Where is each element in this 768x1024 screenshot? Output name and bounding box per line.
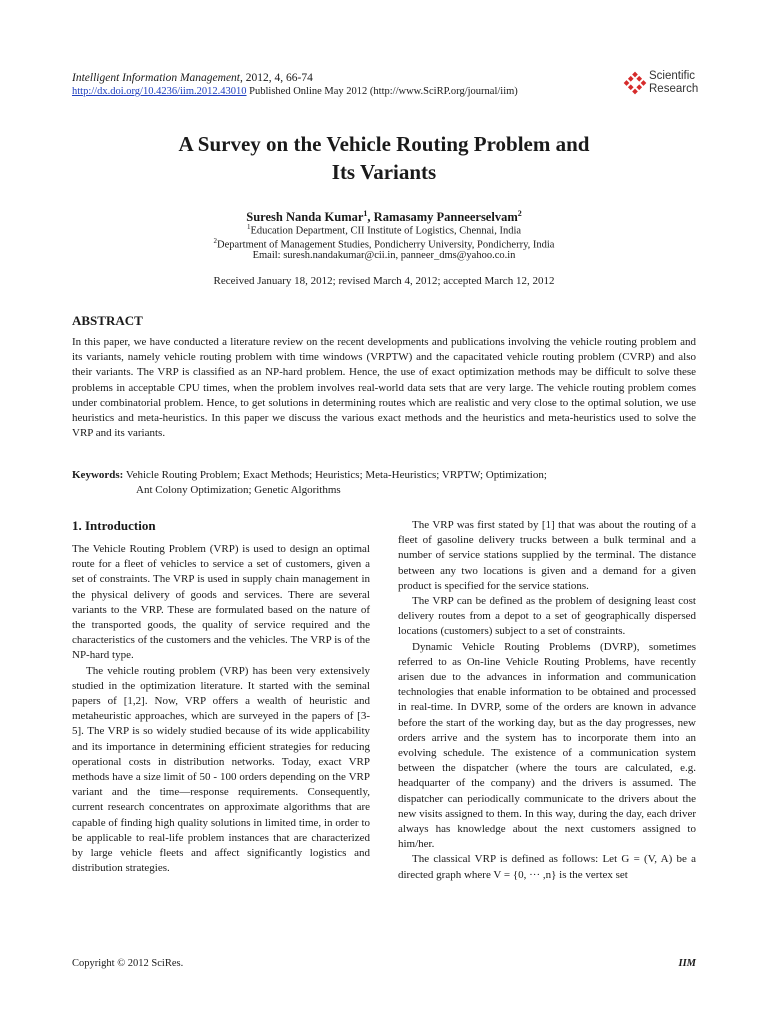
logo-line-2: Research — [649, 82, 699, 95]
author-1: Suresh Nanda Kumar — [246, 210, 364, 225]
logo-line-1: Scientific — [649, 70, 696, 82]
published-info: Published Online May 2012 (http://www.SciRP.org/journal/iim) — [246, 86, 518, 97]
keywords-label: Keywords: — [72, 469, 124, 481]
journal-name: Intelligent Information Management — [72, 72, 240, 84]
abstract-text: In this paper, we have conducted a literature review on the recent developments and publications involving the vehicle routing problem and its variants, namely vehicle routing problem with time windows (VRPTW) and the capacitated vehicle routing problem (CVRP) and also their variants. The VRP is classified as an NP-hard problem. Hence, the use of exact optimization methods may be difficult to solve these problems in acceptable CPU times, when the problem involves real-world data sets that are very large. The vehicle routing problem comes under combinatorial problem. Hence, to get solutions in determining routes which are realistic and very close to the optimal solution, we use heuristics and meta-heuristics. In this paper we discuss the various exact methods and the heuristics and meta-heuristics used to solve the VRP and its variants. — [72, 336, 696, 440]
paragraph: The VRP was first stated by [1] that was about the routing of a fleet of gasoline delivery trucks between a bulk terminal and a number of service stations supplied by the terminal. The distance between any two locations is given and a demand for a given product is specified for the service stations. — [398, 519, 696, 592]
keywords — [72, 468, 696, 498]
paragraph: The classical VRP is defined as follows: Let G = (V, A) be a directed graph where V = {0, ··· ,n} is the vertex set — [398, 853, 696, 881]
paragraph: The VRP can be defined as the problem of designing least cost delivery routes from a depot to a set of geographically dispersed locations (customers) subject to a set of constraints. — [398, 595, 696, 638]
journal-citation — [72, 71, 313, 85]
paragraph: The vehicle routing problem (VRP) has been very extensively studied in the optimization literature. It started with the seminal papers of [1,2]. Now, VRP offers a wealth of heuristic and metaheuristic approaches, which are surveyed in the papers of [3-5]. The VRP is so widely studied because of its wide applicability and its importance in determining efficient strategies for reducing operational costs in distribution networks. Today, exact VRP methods have a size limit of 50 - 100 orders depending on the VRP variant and the time—response requirements. Consequently, current research concentrates on approximate algorithms that are capable of finding high quality solutions in limited time, in order to be applicable to real-life problem instances that are characterized by large vehicle fleets and affect significantly logistics and distribution strategies. — [72, 664, 370, 875]
doi-link[interactable]: http://dx.doi.org/10.4236/iim.2012.43010 — [72, 86, 247, 97]
author-2-affil: 2 — [517, 209, 522, 218]
author-2: Ramasamy Panneerselvam — [373, 210, 518, 225]
paper-title — [80, 130, 688, 186]
journal-volume: , 2012, 4, 66-74 — [240, 72, 313, 84]
section-heading: 1. Introduction — [72, 518, 156, 533]
logo-mark-icon — [622, 70, 648, 96]
keywords-list-1: Vehicle Routing Problem; Exact Methods; Heuristics; Meta-Heuristics; VRPTW; Optimization; — [123, 469, 547, 481]
affiliation-2-mark: 2 — [213, 237, 217, 245]
paragraph: The Vehicle Routing Problem (VRP) is used to design an optimal route for a fleet of vehicles to service a set of customers, given a set of constraints. The VRP is used in supply chain management in the physical delivery of goods and services. There are several variants to the VRP. These are formulated based on the nature of the transported goods, the quality of service required and the characteristics of the customers and the vehicles. The VRP is of the NP-hard type. — [72, 543, 370, 662]
title-line-2: Its Variants — [331, 160, 437, 184]
title-line-1: A Survey on the Vehicle Routing Problem and — [178, 132, 590, 156]
keywords-list-2: Ant Colony Optimization; Genetic Algorithms — [136, 484, 341, 496]
received-dates: Received January 18, 2012; revised March 4, 2012; accepted March 12, 2012 — [213, 275, 555, 287]
left-column — [72, 518, 370, 876]
right-column — [398, 518, 696, 883]
paragraph: Dynamic Vehicle Routing Problems (DVRP), sometimes referred to as On-line Vehicle Routing Problems, have recently arisen due to the advances in information and communication technologies that enable information to be obtained and processed in real-time. In DVRP, some of the orders are known in advance before the start of the working day, but as the day progresses, new orders arrive and the system has to incorporate them into an evolving schedule. The existence of a communication system between the dispatcher (where the tours are calculated, e.g. headquarter of the company) and the drivers is assumed. The dispatcher can periodically communicate to the drivers about the new visits assigned to them. In this way, during the day, each driver always has knowledge about the next customers assigned to him/her. — [398, 640, 696, 851]
author-email: Email: suresh.nandakumar@cii.in, panneer_dms@yahoo.co.in — [252, 250, 516, 261]
affiliation-2-text: Department of Management Studies, Pondicherry University, Pondicherry, India — [217, 239, 555, 251]
keywords-line-1 — [72, 469, 547, 481]
copyright: Copyright © 2012 SciRes. — [72, 958, 184, 969]
logo-text — [649, 70, 698, 95]
affiliation-1-mark: 1 — [246, 223, 251, 231]
abstract-heading: ABSTRACT — [72, 313, 143, 328]
doi-line — [72, 85, 518, 99]
journal-abbrev: IIM — [678, 958, 696, 969]
affiliation-1-text: Education Department, CII Institute of Logistics, Chennai, India — [250, 225, 522, 237]
scientific-research-logo — [622, 69, 702, 99]
author-1-affil: 1 — [363, 209, 368, 218]
author-separator: , — [367, 210, 374, 225]
